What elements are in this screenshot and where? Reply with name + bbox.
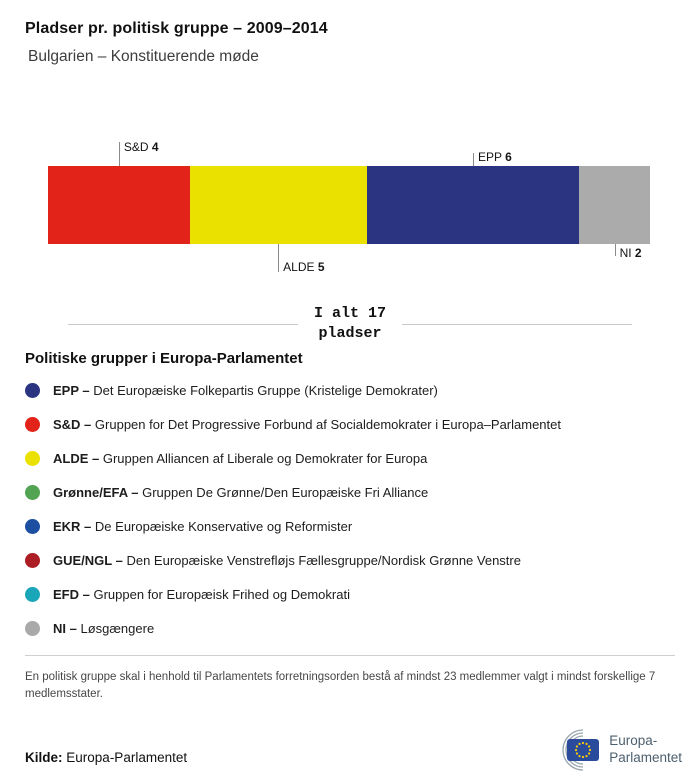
european-parliament-logo [546,727,682,773]
callout-tick-alde [278,244,279,272]
group-name: Gruppen De Grønne/Den Europæiske Fri Alliance [142,484,429,500]
group-name: Den Europæiske Venstrefløjs Fællesgruppe/Nordisk Grønne Venstre [126,552,521,568]
group-name: Gruppen for Europæisk Frihed og Demokrati [93,586,350,602]
legend-row [25,451,675,466]
group-abbr: ALDE – [53,450,100,466]
source-label: Kilde: [25,750,63,765]
group-color-dot [25,417,40,432]
group-color-dot [25,621,40,636]
bar-label-alde: ALDE 5 [283,260,325,274]
group-color-dot [25,383,40,398]
legend-heading: Politiske grupper i Europa-Parlamentet [25,349,303,367]
group-name: Gruppen for Det Progressive Forbund af Socialdemokrater i Europa–Parlamentet [94,416,561,432]
group-color-dot [25,451,40,466]
page-title: Pladser pr. politisk gruppe – 2009–2014 [25,20,328,37]
legend [25,350,675,636]
group-abbr: NI – [53,620,77,636]
bar-callout-sd [119,136,159,166]
source-value: Europa-Parlamentet [66,750,188,765]
total-seats [68,304,632,345]
bar-label-ni: NI 2 [619,246,642,260]
legend-row [25,621,675,636]
european-parliament-logo-icon [546,727,604,773]
group-abbr: EPP – [53,382,90,398]
legend-row [25,587,675,602]
total-seats-line2: pladser [318,325,382,343]
group-name: De Europæiske Konservative og Reformister [94,518,353,534]
total-rule-right [402,324,632,325]
group-color-dot [25,519,40,534]
logo-text-line2: Parlamentet [609,750,682,765]
bar-label-epp: EPP 6 [477,150,512,164]
footnote-divider [25,655,675,656]
bar-callout-alde [278,244,325,274]
source-line [25,750,187,773]
group-abbr: S&D – [53,416,92,432]
group-abbr: GUE/NGL – [53,552,123,568]
callout-tick-sd [119,142,120,166]
bar-labels-bottom [48,244,650,274]
footer [25,727,682,773]
group-color-dot [25,485,40,500]
group-name: Løsgængere [80,620,155,636]
total-seats-label [314,304,386,345]
logo-text-line1: Europa- [609,733,658,749]
legend-row [25,485,675,500]
group-color-dot [25,553,40,568]
bar-callout-ni [615,244,642,274]
group-abbr: EFD – [53,586,90,602]
callout-tick-epp [473,153,474,166]
stacked-bar [48,166,650,244]
footnote: En politisk gruppe skal i henhold til Parlamentets forretningsorden bestå af mindst 23 medlemmer valgt i mindst forskellige 7 medlemsstater. [25,670,656,701]
total-rule-left [68,324,298,325]
header [0,0,700,66]
seats-bar-chart [48,136,650,274]
total-seats-line1: I alt 17 [314,305,387,322]
group-name: Gruppen Alliancen af Liberale og Demokrater for Europa [102,450,428,466]
bar-labels-top [48,136,650,166]
bar-segment-epp[interactable] [367,166,579,244]
group-name: Det Europæiske Folkepartis Gruppe (Kristelige Demokrater) [93,382,438,398]
callout-tick-ni [615,244,616,256]
bar-segment-ni[interactable] [579,166,650,244]
bar-segment-alde[interactable] [190,166,367,244]
legend-row [25,553,675,568]
group-abbr: EKR – [53,518,92,534]
group-abbr: Grønne/EFA – [53,484,139,500]
legend-row [25,383,675,398]
bar-segment-sd[interactable] [48,166,190,244]
legend-row [25,417,675,432]
group-color-dot [25,587,40,602]
bar-label-sd: S&D 4 [123,140,159,154]
page-subtitle: Bulgarien – Konstituerende møde [28,48,259,65]
legend-row [25,519,675,534]
bar-callout-epp [473,136,512,166]
european-parliament-logo-text [609,733,682,767]
